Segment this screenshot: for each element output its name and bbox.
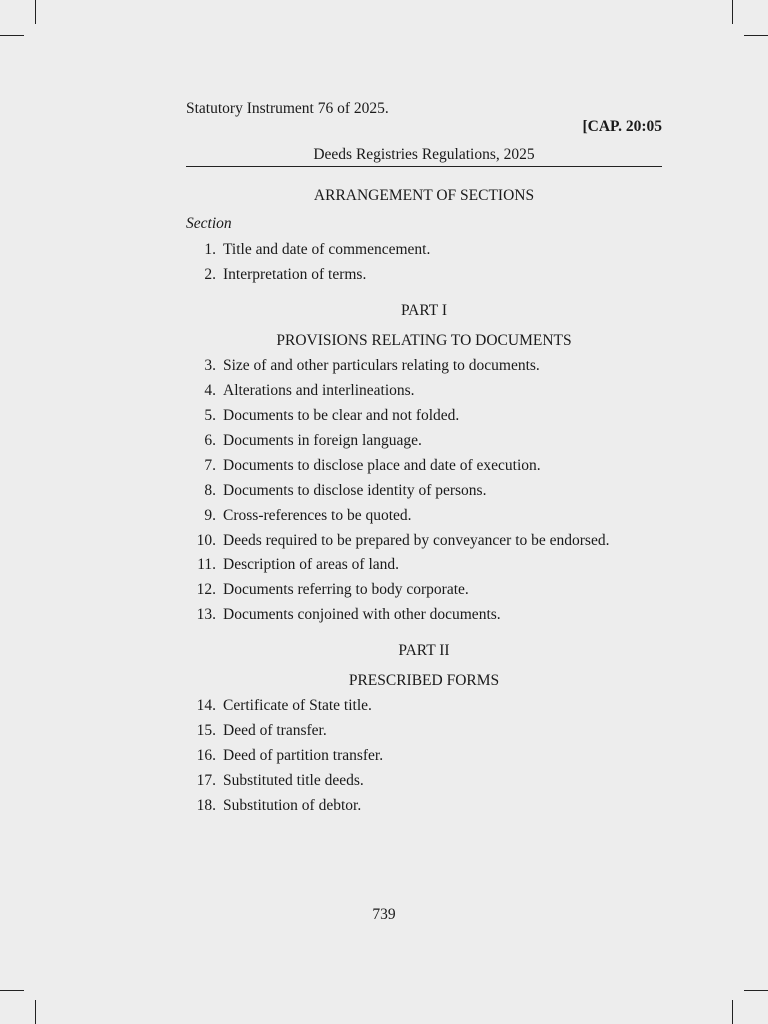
list-item: [186, 772, 364, 791]
chapter-reference: [CAP. 20:05: [582, 118, 662, 135]
list-item: [186, 482, 486, 501]
item-number: 17.: [196, 772, 216, 789]
item-number: 14.: [196, 697, 216, 714]
arrangement-title: ARRANGEMENT OF SECTIONS: [313, 187, 535, 204]
part-label: PART II: [398, 642, 450, 659]
crop-mark: [744, 990, 768, 991]
item-text: Title and date of commencement.: [223, 241, 431, 258]
list-item: [186, 241, 430, 260]
item-number: 13.: [196, 606, 216, 623]
item-text: Documents to disclose place and date of execution.: [223, 457, 541, 474]
item-number: 10.: [196, 532, 216, 549]
item-text: Interpretation of terms.: [223, 266, 367, 283]
list-item: [186, 266, 366, 285]
running-title: Deeds Registries Regulations, 2025: [313, 146, 535, 163]
page-number: 739: [372, 906, 396, 923]
item-text: Documents in foreign language.: [223, 432, 422, 449]
item-text: Documents to be clear and not folded.: [223, 407, 460, 424]
part-label: PART I: [400, 302, 448, 319]
list-item: [186, 432, 422, 451]
instrument-number: Statutory Instrument 76 of 2025.: [186, 100, 389, 117]
item-number: 4.: [204, 382, 216, 399]
item-number: 3.: [204, 357, 216, 374]
list-item: [186, 556, 399, 575]
item-text: Size of and other particulars relating to documents.: [223, 357, 540, 374]
item-text: Deeds required to be prepared by conveyancer to be endorsed.: [223, 532, 610, 549]
item-number: 11.: [197, 556, 216, 573]
item-text: Substitution of debtor.: [223, 797, 362, 814]
part-title: PRESCRIBED FORMS: [348, 672, 500, 689]
item-text: Documents to disclose identity of persons.: [223, 482, 487, 499]
list-item: [186, 457, 541, 476]
item-text: Substituted title deeds.: [223, 772, 364, 789]
list-item: [186, 407, 459, 426]
item-number: 7.: [204, 457, 216, 474]
crop-mark: [35, 0, 36, 24]
crop-mark: [744, 35, 768, 36]
list-item: [186, 581, 469, 600]
list-item: [186, 697, 372, 716]
item-number: 2.: [204, 266, 216, 283]
item-text: Documents referring to body corporate.: [223, 581, 469, 598]
item-text: Documents conjoined with other documents.: [223, 606, 501, 623]
item-text: Deed of partition transfer.: [223, 747, 384, 764]
list-item: [186, 747, 383, 766]
item-number: 8.: [204, 482, 216, 499]
item-text: Description of areas of land.: [223, 556, 400, 573]
item-number: 18.: [196, 797, 216, 814]
list-item: [186, 382, 415, 401]
item-text: Alterations and interlineations.: [223, 382, 415, 399]
crop-mark: [0, 990, 24, 991]
item-text: Cross-references to be quoted.: [223, 507, 412, 524]
item-text: Deed of transfer.: [223, 722, 327, 739]
list-item: [186, 357, 540, 376]
crop-mark: [732, 0, 733, 24]
part-title: PROVISIONS RELATING TO DOCUMENTS: [276, 332, 572, 349]
list-item: [186, 606, 501, 625]
item-number: 6.: [204, 432, 216, 449]
list-item: [186, 797, 361, 816]
item-text: Certificate of State title.: [223, 697, 372, 714]
item-number: 15.: [196, 722, 216, 739]
item-number: 12.: [196, 581, 216, 598]
crop-mark: [732, 1000, 733, 1024]
item-number: 16.: [196, 747, 216, 764]
item-number: 1.: [204, 241, 216, 258]
item-number: 5.: [204, 407, 216, 424]
section-label: Section: [186, 215, 232, 232]
crop-mark: [35, 1000, 36, 1024]
header-rule: [186, 166, 662, 167]
list-item: [186, 507, 412, 526]
item-number: 9.: [204, 507, 216, 524]
list-item: [186, 722, 327, 741]
list-item: [186, 532, 609, 551]
crop-mark: [0, 35, 24, 36]
